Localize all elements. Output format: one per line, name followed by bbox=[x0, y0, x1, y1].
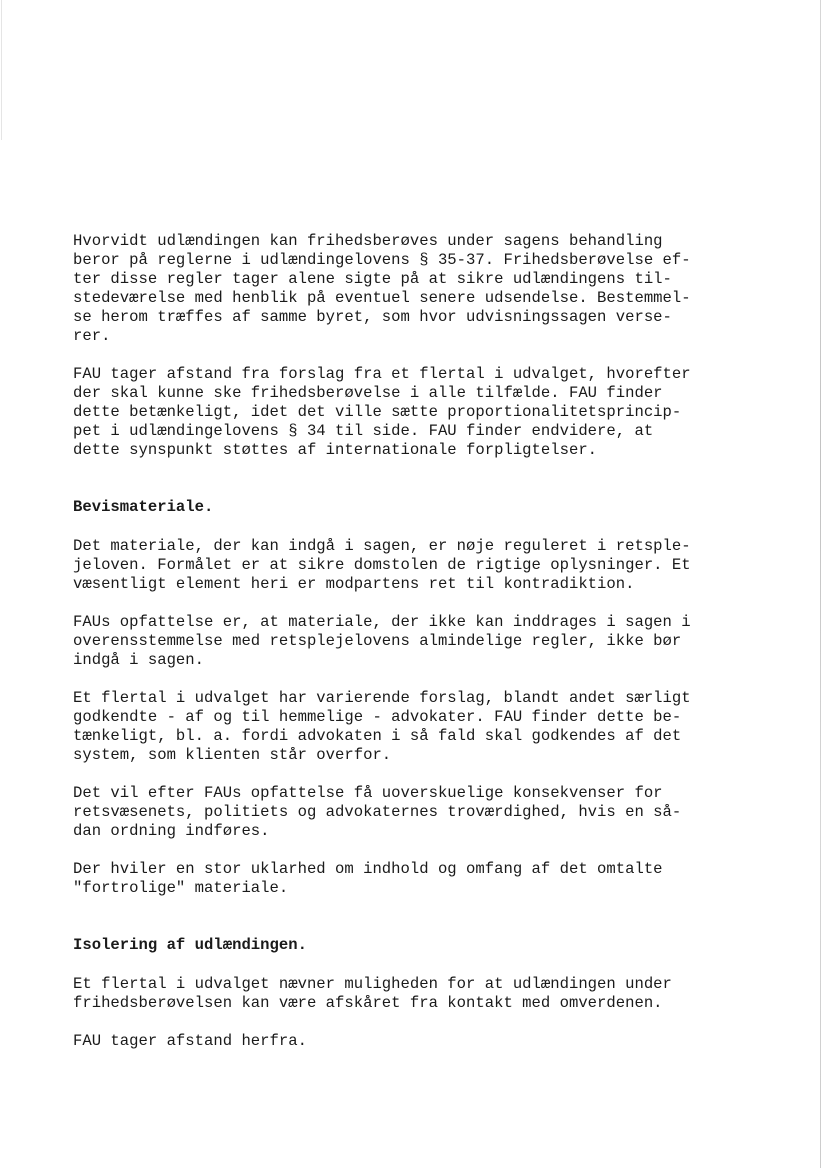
document-body bbox=[73, 232, 773, 1051]
paragraph-isolation-proposal: Et flertal i udvalget nævner muligheden for at udlændingen under frihedsberøvelsen kan være afskåret fra kontakt med omverdenen. bbox=[73, 975, 672, 1012]
section-heading-isolation: Isolering af udlændingen. bbox=[73, 936, 307, 954]
paragraph-special-advocates: Et flertal i udvalget har varierende forslag, blandt andet særligt godkendte - af og til hemmelige - advokater. FAU finder dette be- tænkeligt, bl. a. fordi advokaten i så fald skal godkendes af det system, som klienten står overfor. bbox=[73, 689, 691, 764]
paragraph-detention-rules: Hvorvidt udlændingen kan frihedsberøves under sagens behandling beror på reglerne i udlændingelovens § 35-37. Frihedsberøvelse ef- ter disse regler tager alene sigte på at sikre udlændingens til- stedeværelse med henblik på eventuel senere udsendelse. Bestemmel- se herom træffes af samme byret, som hvor udvisningssagen verse- rer. bbox=[73, 232, 691, 345]
scan-edge-right bbox=[820, 0, 821, 1168]
paragraph-evidence-regulation: Det materiale, der kan indgå i sagen, er nøje reguleret i retsple- jeloven. Formålet er at sikre domstolen de rigtige oplysninger. Et væsentligt element heri er modpartens ret til kontradiktion. bbox=[73, 537, 691, 593]
paragraph-confidential-material: Der hviler en stor uklarhed om indhold og omfang af det omtalte "fortrolige" materiale. bbox=[73, 860, 663, 897]
paragraph-fau-opinion-material: FAUs opfattelse er, at materiale, der ikke kan inddrages i sagen i overensstemmelse med retsplejelovens almindelige regler, ikke bør indgå i sagen. bbox=[73, 613, 691, 669]
scan-edge-left bbox=[1, 0, 2, 140]
paragraph-fau-rejects-isolation: FAU tager afstand herfra. bbox=[73, 1032, 307, 1050]
paragraph-fau-position-detention: FAU tager afstand fra forslag fra et flertal i udvalget, hvorefter der skal kunne ske frihedsberøvelse i alle tilfælde. FAU finder dette betænkeligt, idet det ville sætte proportionalitetsprincip- pet i udlændingelovens § 34 til side. FAU finder endvidere, at dette synspunkt støttes af internationale forpligtelser. bbox=[73, 365, 691, 459]
paragraph-credibility-consequences: Det vil efter FAUs opfattelse få uoverskuelige konsekvenser for retsvæsenets, politiets og advokaternes troværdighed, hvis en så- dan ordning indføres. bbox=[73, 784, 682, 840]
section-heading-evidence: Bevismateriale. bbox=[73, 498, 214, 516]
